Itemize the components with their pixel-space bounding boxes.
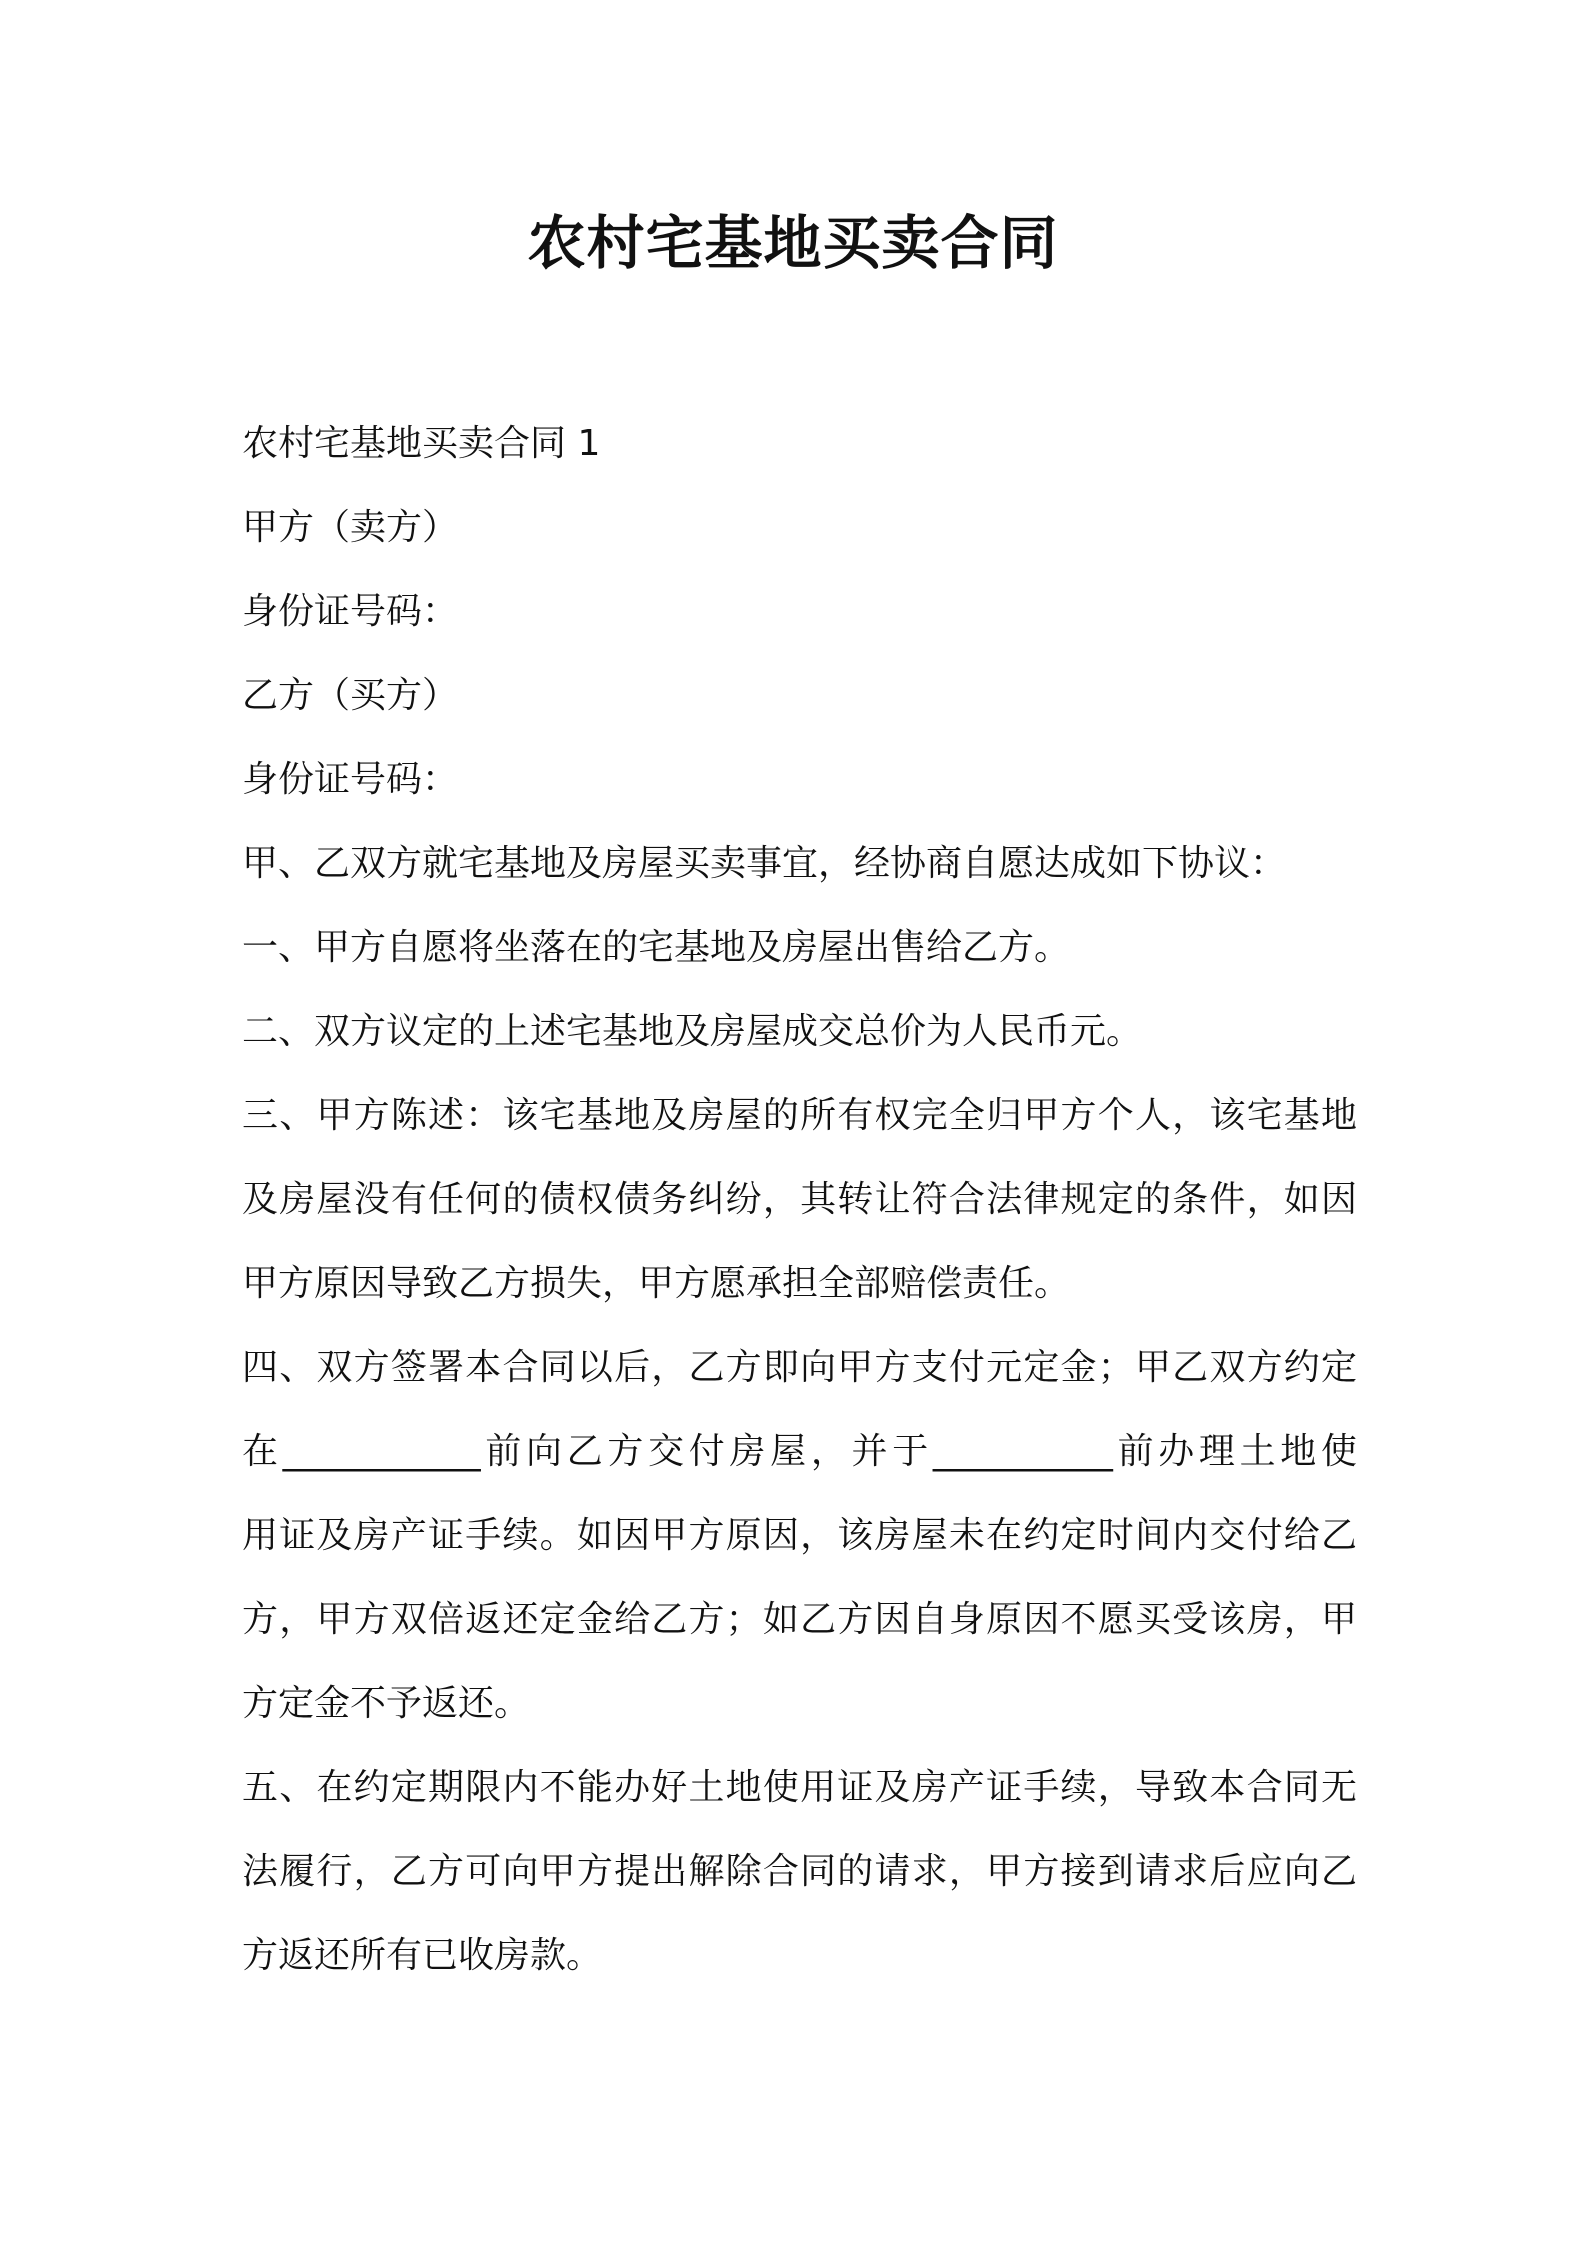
document-body bbox=[242, 402, 1357, 1998]
section-heading: 农村宅基地买卖合同 1 bbox=[242, 423, 601, 464]
party-a-label: 甲方（卖方） bbox=[242, 507, 459, 548]
party-a-id-label: 身份证号码： bbox=[242, 591, 459, 632]
clause-5-line-2: 法履行，乙方可向甲方提出解除合同的请求，甲方接到请求后应向乙 bbox=[242, 1851, 1357, 1892]
party-b-label: 乙方（买方） bbox=[242, 675, 459, 716]
clause-2: 二、双方议定的上述宅基地及房屋成交总价为人民币元。 bbox=[242, 1011, 1143, 1052]
clause-3-line-1: 三、甲方陈述：该宅基地及房屋的所有权完全归甲方个人，该宅基地 bbox=[242, 1095, 1357, 1136]
clause-4-line-3: 用证及房产证手续。如因甲方原因，该房屋未在约定时间内交付给乙 bbox=[242, 1515, 1357, 1556]
party-b-id-label: 身份证号码： bbox=[242, 759, 459, 800]
clause-4-line-5: 方定金不予返还。 bbox=[242, 1683, 531, 1724]
document-title: 农村宅基地买卖合同 bbox=[527, 209, 1059, 277]
clause-4-line-4: 方，甲方双倍返还定金给乙方；如乙方因自身原因不愿买受该房，甲 bbox=[242, 1599, 1357, 1640]
clause-3-line-3: 甲方原因导致乙方损失，甲方愿承担全部赔偿责任。 bbox=[242, 1263, 1071, 1304]
clause-5-line-3: 方返还所有已收房款。 bbox=[242, 1935, 603, 1976]
clause-3-line-2: 及房屋没有任何的债权债务纠纷，其转让符合法律规定的条件，如因 bbox=[242, 1179, 1357, 1220]
clause-5-line-1: 五、在约定期限内不能办好土地使用证及房产证手续，导致本合同无 bbox=[242, 1767, 1357, 1808]
agreement-intro: 甲、乙双方就宅基地及房屋买卖事宜，经协商自愿达成如下协议： bbox=[242, 843, 1287, 884]
clause-4-line-1: 四、双方签署本合同以后，乙方即向甲方支付元定金；甲乙双方约定 bbox=[242, 1347, 1357, 1388]
clause-4-line-2: 在___________前向乙方交付房屋，并于__________前办理土地使 bbox=[242, 1431, 1357, 1472]
clause-1: 一、甲方自愿将坐落在的宅基地及房屋出售给乙方。 bbox=[242, 927, 1071, 968]
